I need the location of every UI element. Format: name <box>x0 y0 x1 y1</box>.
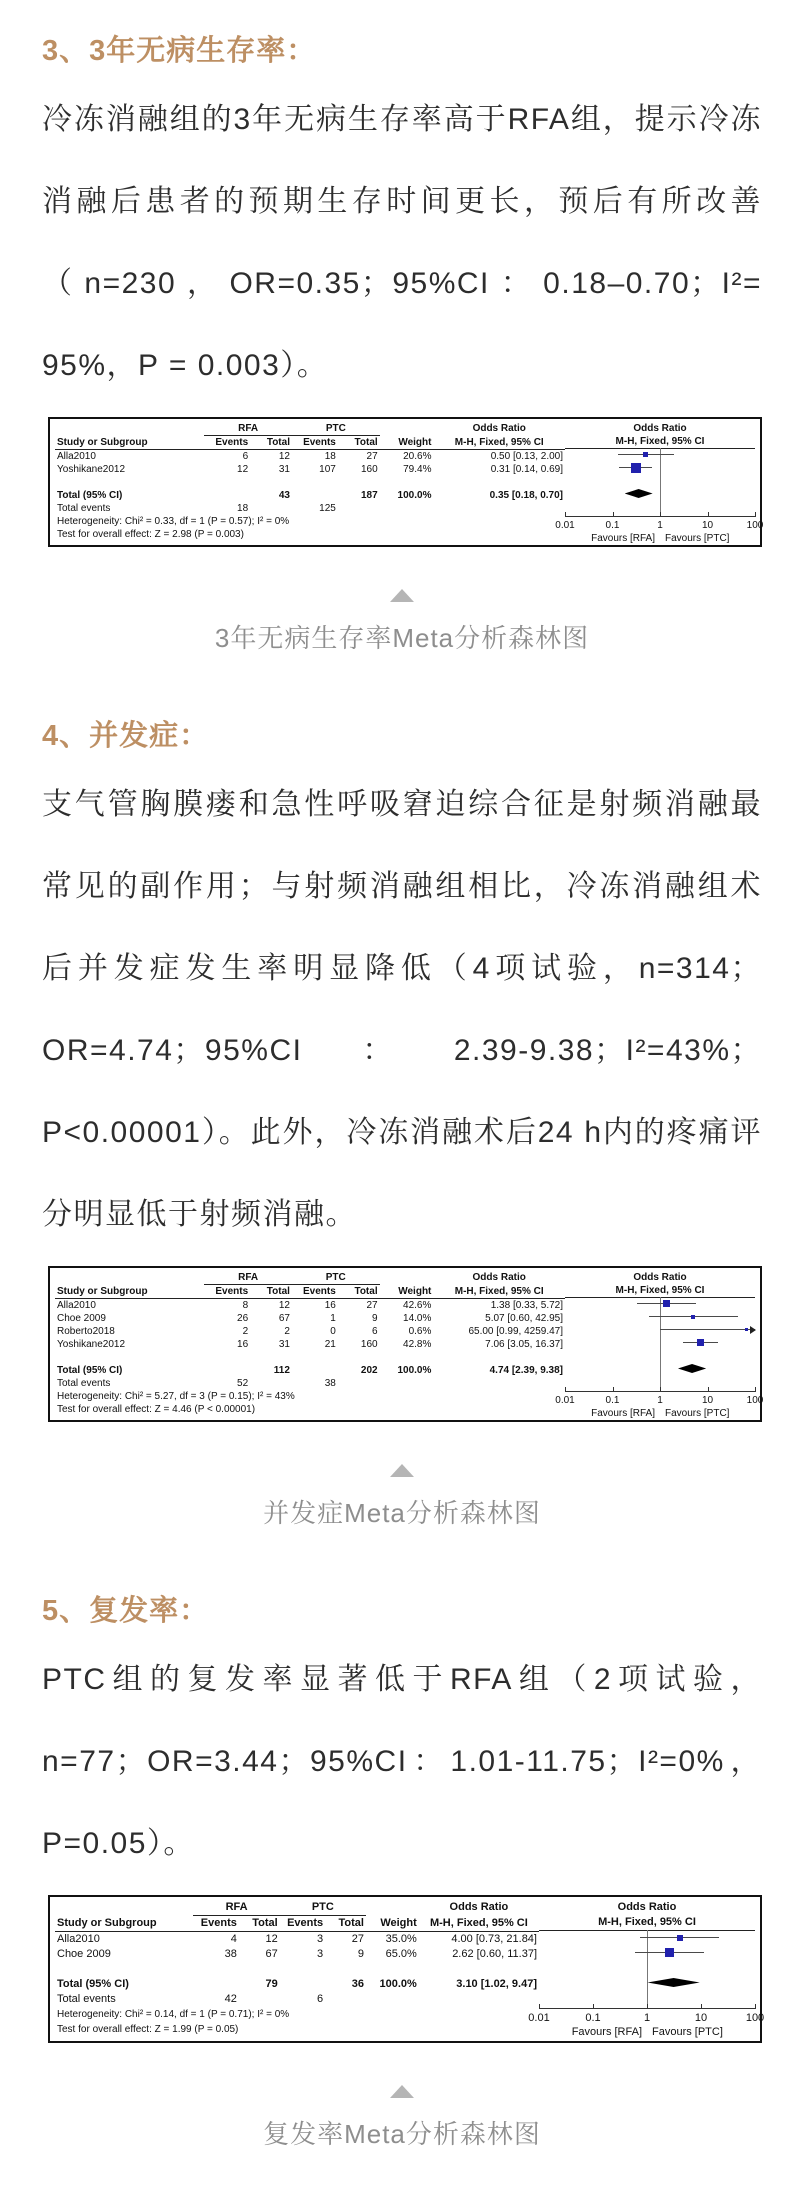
axis-tick <box>539 2004 540 2009</box>
favours-right-label: Favours [PTC] <box>652 2026 723 2038</box>
effect-point <box>643 452 648 457</box>
study-row: Roberto2018 2 2 0 6 0.6% 65.00 [0.99, 4259.47] <box>57 1326 563 1337</box>
figure-caption: 复发率Meta分析森林图 <box>263 2119 541 2149</box>
graph-method-label: M-H, Fixed, 95% CI <box>565 1284 755 1298</box>
axis-tick <box>613 512 614 517</box>
group-header-row: RFA PTC Odds Ratio <box>55 1271 565 1285</box>
favours-labels <box>565 1408 755 1419</box>
axis-tick-label: 1 <box>657 520 663 531</box>
favours-labels <box>539 2026 755 2038</box>
axis-tick <box>593 2004 594 2009</box>
study-row: Alla2010 8 12 16 27 42.6% 1.38 [0.33, 5.72] <box>57 1300 563 1311</box>
heterogeneity-row: Heterogeneity: Chi² = 5.27, df = 3 (P = 0.15); I² = 43% <box>57 1391 295 1402</box>
forest-plot-3yr-dfs <box>48 417 762 547</box>
collapse-triangle-icon <box>390 1464 414 1477</box>
axis-tick <box>565 512 566 517</box>
summary-diamond <box>625 489 653 498</box>
axis-tick <box>565 1387 566 1392</box>
section-complications <box>42 713 762 1530</box>
section-paragraph: 冷冻消融组的3年无病生存率高于RFA组，提示冷冻消融后患者的预期生存时间更长，预后有所改善（n=230，OR=0.35；95%CI：0.18–0.70；I²= 95%，P = 0.003）。 <box>42 103 762 382</box>
axis-tick <box>755 1387 756 1392</box>
axis-tick <box>647 2004 648 2009</box>
column-header-row: Study or Subgroup Events Total Events Total Weight M-H, Fixed, 95% CI <box>55 1916 539 1932</box>
ci-line <box>660 1329 755 1330</box>
heterogeneity-row: Heterogeneity: Chi² = 0.33, df = 1 (P = 0.57); I² = 0% <box>57 516 290 527</box>
axis-tick-label: 0.01 <box>555 520 575 531</box>
axis-tick-label: 0.01 <box>528 2012 550 2024</box>
graph-effect-label: Odds Ratio <box>633 1272 687 1283</box>
study-row: Yoshikane2012 12 31 107 160 79.4% 0.31 [0.14, 0.69] <box>57 464 563 475</box>
group-header-row: RFA PTC Odds Ratio <box>55 1900 539 1916</box>
effect-point <box>745 1328 748 1331</box>
forest-plot-complications <box>48 1266 762 1422</box>
summary-diamond <box>647 1978 699 1987</box>
forest-graph <box>528 1900 765 2038</box>
forest-plot-image <box>48 1266 762 1422</box>
graph-method-label: M-H, Fixed, 95% CI <box>539 1915 755 1931</box>
null-effect-line <box>660 448 661 516</box>
collapse-triangle-icon <box>390 589 414 602</box>
spacer-row <box>55 1962 539 1977</box>
effect-point <box>697 1339 704 1346</box>
total-row: Total (95% CI) 112 202 100.0% 4.74 [2.39, 9.38] <box>57 1365 563 1376</box>
heterogeneity-row: Heterogeneity: Chi² = 0.14, df = 1 (P = 0.71); I² = 0% <box>57 2009 290 2020</box>
figure-caption: 并发症Meta分析森林图 <box>263 1498 541 1528</box>
column-header-row: Study or Subgroup Events Total Events Total Weight M-H, Fixed, 95% CI <box>55 1285 565 1299</box>
collapse-triangle-icon <box>390 2085 414 2098</box>
favours-right-label: Favours [PTC] <box>665 1408 730 1419</box>
section-heading: 4、并发症： <box>42 720 210 752</box>
axis-tick-label: 100 <box>746 520 764 531</box>
axis-tick <box>708 1387 709 1392</box>
axis-tick-label: 1 <box>643 2012 651 2024</box>
study-row: Alla2010 6 12 18 27 20.6% 0.50 [0.13, 2.00] <box>57 451 563 462</box>
spacer-row <box>55 476 565 489</box>
axis-tick <box>708 512 709 517</box>
study-row: Choe 2009 26 67 1 9 14.0% 5.07 [0.60, 42.95] <box>57 1313 563 1324</box>
total-row: Total (95% CI) 79 36 100.0% 3.10 [1.02, 9.47] <box>57 1978 537 1990</box>
favours-left-label: Favours [RFA] <box>571 2026 642 2038</box>
study-row: Alla2010 4 12 3 27 35.0% 4.00 [0.73, 21.84] <box>57 1933 537 1945</box>
total-row: Total (95% CI) 43 187 100.0% 0.35 [0.18, 0.70] <box>57 490 563 501</box>
study-row: Yoshikane2012 16 31 21 160 42.8% 7.06 [3.05, 16.37] <box>57 1339 563 1350</box>
total-events-row: Total events 42 6 <box>57 1993 324 2005</box>
axis-tick <box>755 512 756 517</box>
forest-graph <box>555 1271 764 1419</box>
overall-effect-row: Test for overall effect: Z = 1.99 (P = 0.05) <box>57 2024 239 2035</box>
axis-tick-label: 10 <box>701 1395 714 1406</box>
favours-left-label: Favours [RFA] <box>591 533 655 544</box>
effect-point <box>691 1315 695 1319</box>
graph-method-label: M-H, Fixed, 95% CI <box>565 435 755 449</box>
effect-point <box>677 1935 683 1941</box>
total-events-row: Total events 18 125 <box>57 503 336 514</box>
column-header-row: Study or Subgroup Events Total Events Total Weight M-H, Fixed, 95% CI <box>55 436 565 450</box>
forest-table <box>55 1271 565 1416</box>
effect-point <box>631 463 641 473</box>
effect-point <box>665 1948 674 1957</box>
axis-tick-label: 100 <box>746 1395 764 1406</box>
section-3yr-disease-free-survival <box>42 28 762 655</box>
forest-table <box>55 422 565 541</box>
forest-plot-recurrence <box>48 1895 765 2043</box>
null-effect-line <box>660 1297 661 1391</box>
section-heading: 3、3年无病生存率： <box>42 35 317 67</box>
axis-tick <box>613 1387 614 1392</box>
overall-effect-row: Test for overall effect: Z = 2.98 (P = 0.003) <box>57 529 244 540</box>
axis-tick <box>701 2004 702 2009</box>
forest-table <box>55 1900 539 2037</box>
summary-diamond <box>678 1364 706 1373</box>
total-events-row: Total events 52 38 <box>57 1378 336 1389</box>
study-row: Choe 2009 38 67 3 9 65.0% 2.62 [0.60, 11.37] <box>57 1948 537 1960</box>
group-header-row: RFA PTC Odds Ratio <box>55 422 565 436</box>
axis-tick-label: 100 <box>745 2012 765 2024</box>
forest-graph <box>555 422 764 544</box>
axis-tick-label: 0.01 <box>555 1395 575 1406</box>
effect-point <box>663 1300 670 1307</box>
axis-tick-label: 0.1 <box>585 2012 601 2024</box>
section-heading: 5、复发率： <box>42 1595 210 1627</box>
section-recurrence-rate <box>42 1588 765 2151</box>
graph-effect-label: Odds Ratio <box>633 423 687 434</box>
axis-tick-label: 1 <box>657 1395 663 1406</box>
axis-tick-label: 10 <box>701 520 714 531</box>
spacer-row <box>55 1351 565 1364</box>
favours-right-label: Favours [PTC] <box>665 533 730 544</box>
graph-effect-label: Odds Ratio <box>617 1901 677 1913</box>
axis-tick <box>755 2004 756 2009</box>
axis-tick-label: 0.1 <box>605 1395 620 1406</box>
forest-plot-image <box>48 417 762 547</box>
axis-tick <box>660 512 661 517</box>
overall-effect-row: Test for overall effect: Z = 4.46 (P < 0.00001) <box>57 1404 256 1415</box>
axis-tick <box>660 1387 661 1392</box>
figure-caption: 3年无病生存率Meta分析森林图 <box>214 623 590 653</box>
ci-arrow-icon <box>750 1326 756 1334</box>
section-paragraph: 支气管胸膜瘘和急性呼吸窘迫综合征是射频消融最常见的副作用；与射频消融组相比，冷冻消融组术后并发症发生率明显降低（4项试验，n=314；OR=4.74；95%CI：2.39-9.38；I²=43%；P<0.00001）。此外，冷冻消融术后24 h内的疼痛评分明显低于射频消融。 <box>42 788 762 1231</box>
axis-tick-label: 0.1 <box>605 520 620 531</box>
null-effect-line <box>647 1930 648 2008</box>
forest-plot-image <box>48 1895 765 2043</box>
favours-left-label: Favours [RFA] <box>591 1408 655 1419</box>
axis-tick-label: 10 <box>694 2012 708 2024</box>
favours-labels <box>565 533 755 544</box>
section-paragraph: PTC组的复发率显著低于RFA组（2项试验，n=77；OR=3.44；95%CI：1.01-11.75；I²=0%，P=0.05）。 <box>42 1663 762 1860</box>
